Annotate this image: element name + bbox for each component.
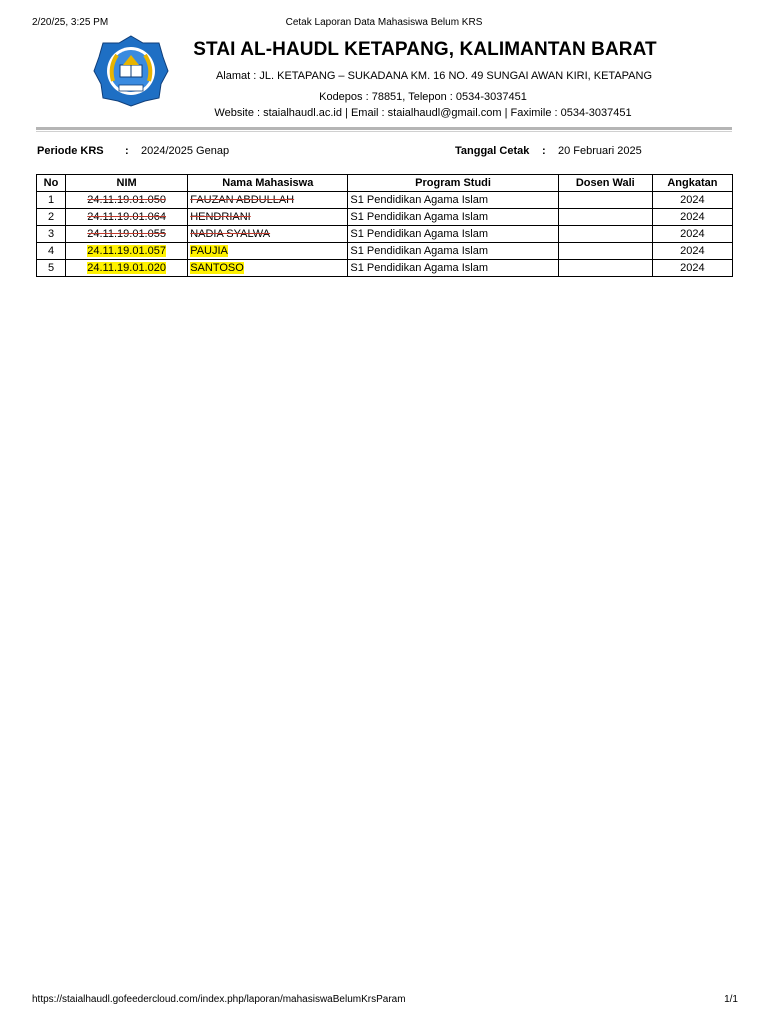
cell-dosen [558, 209, 652, 226]
cell-prodi: S1 Pendidikan Agama Islam [348, 226, 558, 243]
cell-angkatan: 2024 [652, 192, 732, 209]
cell-nim [66, 226, 188, 243]
periode-colon: : [125, 145, 129, 157]
institution-address: Alamat : JL. KETAPANG – SUKADANA KM. 16 NO. 49 SUNGAI AWAN KIRI, KETAPANG [215, 70, 653, 82]
cell-no: 4 [37, 243, 66, 260]
student-table [36, 174, 733, 277]
header-rule [36, 127, 732, 130]
tanggal-colon: : [542, 145, 546, 157]
cell-nim [66, 243, 188, 260]
cell-no: 3 [37, 226, 66, 243]
header-nama: Nama Mahasiswa [188, 175, 348, 192]
tanggal-label: Tanggal Cetak [455, 145, 530, 157]
cell-dosen [558, 260, 652, 277]
cell-prodi: S1 Pendidikan Agama Islam [348, 209, 558, 226]
nama-text: PAUJIA [190, 245, 228, 257]
cell-nama [188, 243, 348, 260]
tanggal-value: 20 Februari 2025 [558, 145, 642, 157]
cell-prodi: S1 Pendidikan Agama Islam [348, 260, 558, 277]
cell-dosen [558, 192, 652, 209]
cell-angkatan: 2024 [652, 243, 732, 260]
header-prodi: Program Studi [348, 175, 558, 192]
table-row [37, 243, 733, 260]
nim-text: 24.11.19.01.050 [87, 194, 166, 206]
nama-text: SANTOSO [190, 262, 244, 274]
cell-angkatan: 2024 [652, 260, 732, 277]
print-footer [32, 994, 738, 1008]
cell-nim [66, 192, 188, 209]
nim-text: 24.11.19.01.064 [87, 211, 166, 223]
cell-prodi: S1 Pendidikan Agama Islam [348, 243, 558, 260]
cell-dosen [558, 243, 652, 260]
header-rule-thin [36, 131, 732, 132]
nama-text: HENDRIANI [190, 211, 251, 223]
nim-text: 24.11.19.01.057 [87, 245, 166, 257]
table-row [37, 192, 733, 209]
cell-nim [66, 209, 188, 226]
cell-nim [66, 260, 188, 277]
cell-nama [188, 192, 348, 209]
cell-angkatan: 2024 [652, 226, 732, 243]
periode-label: Periode KRS [37, 145, 104, 157]
periode-value: 2024/2025 Genap [141, 145, 230, 157]
print-header [32, 17, 736, 31]
institution-name: STAI AL-HAUDL KETAPANG, KALIMANTAN BARAT [193, 39, 657, 60]
tanggal-cetak [455, 145, 642, 157]
cell-no: 1 [37, 192, 66, 209]
table-row [37, 209, 733, 226]
table-row [37, 226, 733, 243]
cell-nama [188, 209, 348, 226]
table-row [37, 260, 733, 277]
institution-postal-phone: Kodepos : 78851, Telepon : 0534-3037451 [319, 91, 527, 103]
cell-angkatan: 2024 [652, 209, 732, 226]
cell-nama [188, 226, 348, 243]
cell-nama [188, 260, 348, 277]
periode-krs [37, 145, 229, 157]
header-no: No [37, 175, 66, 192]
nim-text: 24.11.19.01.055 [87, 228, 166, 240]
institution-seal-icon [93, 35, 169, 107]
print-title: Cetak Laporan Data Mahasiswa Belum KRS [285, 17, 483, 28]
print-url: https://staialhaudl.gofeedercloud.com/index.php/laporan/mahasiswaBelumKrsParam [32, 994, 406, 1005]
cell-no: 2 [37, 209, 66, 226]
page-number: 1/1 [724, 994, 738, 1005]
cell-prodi: S1 Pendidikan Agama Islam [348, 192, 558, 209]
header-angkatan: Angkatan [652, 175, 732, 192]
institution-contact: Website : staialhaudl.ac.id | Email : staialhaudl@gmail.com | Faximile : 0534-3037451 [214, 107, 632, 119]
print-date: 2/20/25, 3:25 PM [32, 17, 109, 28]
header-nim: NIM [66, 175, 188, 192]
table-header-row [37, 175, 733, 192]
nama-text: FAUZAN ABDULLAH [190, 194, 295, 206]
cell-no: 5 [37, 260, 66, 277]
cell-dosen [558, 226, 652, 243]
nim-text: 24.11.19.01.020 [87, 262, 166, 274]
nama-text: NADIA SYALWA [190, 228, 271, 240]
header-dosen: Dosen Wali [558, 175, 652, 192]
